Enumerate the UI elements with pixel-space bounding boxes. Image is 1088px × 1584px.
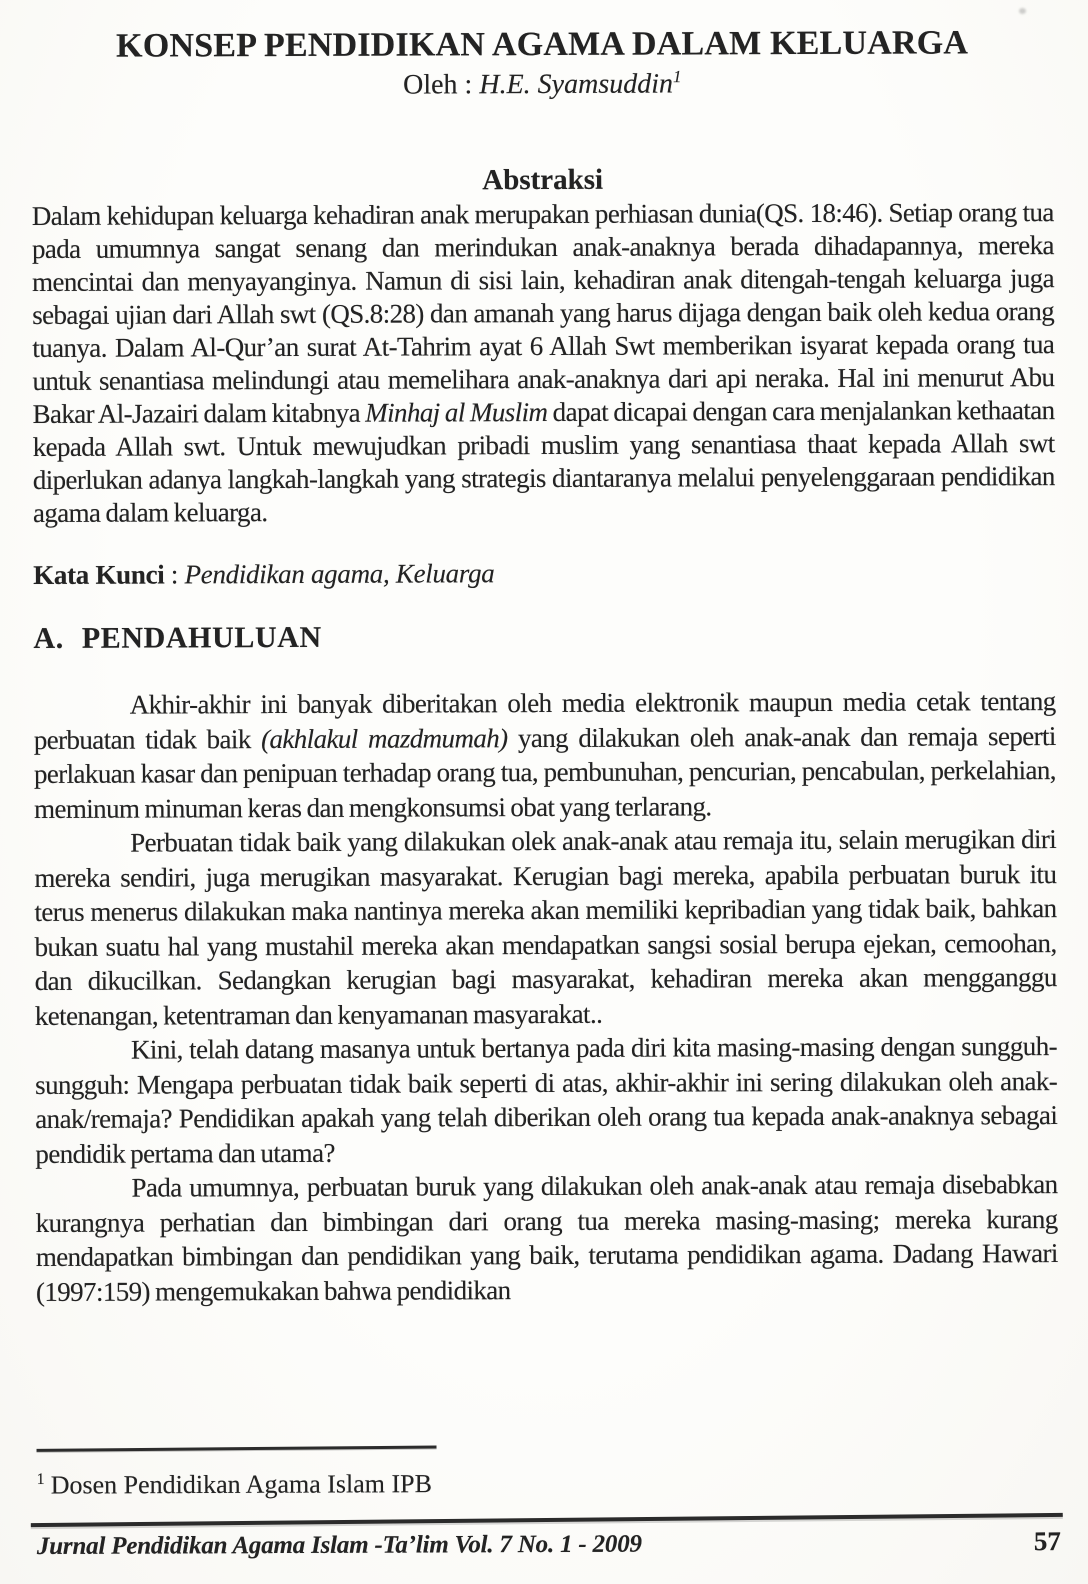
- section-title: PENDAHULUAN: [81, 620, 322, 655]
- byline-author: H.E. Syamsuddin: [479, 68, 674, 101]
- keywords-separator: :: [164, 559, 185, 590]
- byline-footnote-ref: 1: [672, 67, 682, 87]
- abstract-paragraph: [32, 196, 1055, 530]
- footnote-text: Dosen Pendidikan Agama Islam IPB: [50, 1469, 433, 1500]
- keywords-label: Kata Kunci: [33, 559, 165, 590]
- paragraph-2: Perbuatan tidak baik yang dilakukan olek anak-anak atau remaja itu, selain merugikan diri mereka sendiri, juga merugikan masyarakat. Kerugian bagi mereka, apabila perbuatan buruk itu terus menerus dilakukan maka nantinya mereka akan memiliki kepribadian yang tidak baik, bahkan bukan suatu hal yang mustahil mereka akan mendapatkan sangsi sosial berupa ejekan, cemoohan, dan dikucilkan. Sedangkan kerugian bagi masyarakat, kehadiran mereka akan mengganggu ketenangan, ketentraman dan kenyamanan masyarakat..: [34, 824, 1057, 1031]
- article-title: KONSEP PENDIDIKAN AGAMA DALAM KELUARGA: [116, 24, 969, 65]
- footnote-area: [37, 1444, 1059, 1503]
- journal-title: Jurnal Pendidikan Agama Islam -Ta’lim Vol. 7 No. 1 - 2009: [36, 1530, 642, 1560]
- paragraph-3: Kini, telah datang masanya untuk bertanya pada diri kita masing-masing dengan sungguh-sungguh: Mengapa perbuatan tidak baik seperti di atas, akhir-akhir ini sering dilakukan oleh anak-anak/remaja? Pendidikan apakah yang telah diberikan oleh orang tua kepada anak-anaknya sebagai pendidik pertama dan utama?: [35, 1031, 1058, 1169]
- keywords-line: [33, 552, 1055, 594]
- byline-prefix: Oleh :: [403, 69, 480, 101]
- page-footer: [37, 1526, 1061, 1561]
- abstract-book-title: Minhaj al Muslim: [365, 396, 548, 428]
- page-number: 57: [1033, 1526, 1061, 1557]
- abstract-text-2: dapat dicapai dengan cara menjalankan kethaatan kepada Allah swt. Untuk mewujudkan pribadi muslim yang senantiasa thaat kepada Allah swt diperlukan adanya langkah-langkah yang strategis diantaranya melalui penyelenggaraan pendidikan agama dalam keluarga.: [32, 395, 1055, 528]
- paragraph-4: Pada umumnya, perbuatan buruk yang dilakukan oleh anak-anak atau remaja disebabkan kurangnya perhatian dan bimbingan dari orang tua mereka masing-masing; mereka kurang mendapatkan bimbingan dan pendidikan yang baik, terutama pendidikan agama. Dadang Hawari (1997:159) mengemukakan bahwa pendidikan: [35, 1169, 1058, 1307]
- footnote-separator-line: [37, 1446, 437, 1452]
- abstract-text-1: Dalam kehidupan keluarga kehadiran anak merupakan perhiasan dunia(QS. 18:46). Setiap orang tua pada umumnya sangat senang dan merindukan anak-anaknya berada dihadapannya, mereka mencintai dan menyayanginya. Namun di sisi lain, kehadiran anak ditengah-tengah keluarga juga sebagai ujian dari Allah swt (QS.8:28) dan amanah yang harus dijaga dengan baik oleh kedua orang tuanya. Dalam Al-Qur’an surat At-Tahrim ayat 6 Allah Swt memberikan isyarat kepada orang tua untuk senantiasa melindungi atau memelihara anak-anaknya dari api neraka. Hal ini menurut Abu Bakar Al-Jazairi dalam kitabnya: [31, 197, 1055, 429]
- paragraph-1: [34, 684, 1057, 826]
- byline: [31, 64, 1053, 106]
- footnote: [37, 1459, 1059, 1503]
- section-letter: A.: [33, 621, 64, 655]
- section-heading-pendahuluan: [33, 614, 1055, 660]
- abstract-heading: Abstraksi: [482, 163, 604, 197]
- footer-rule: [31, 1513, 1063, 1527]
- paragraph-1-text-2: yang dilakukan oleh anak-anak dan remaja seperti perlakuan kasar dan penipuan terhadap orang tua, pembunuhan, pencurian, pencabulan, perkelahian, meminum minuman keras dan mengkonsumsi obat yang terlarang.: [33, 720, 1056, 824]
- paragraph-1-text-1: Akhir-akhir ini banyak diberitakan oleh media elektronik maupun media cetak tentang perbuatan tidak baik: [33, 686, 1056, 755]
- footnote-ref: 1: [36, 1470, 45, 1488]
- paragraph-1-italic-term: (akhlakul mazdmumah): [261, 722, 508, 754]
- keywords-value: Pendidikan agama, Keluarga: [184, 558, 495, 590]
